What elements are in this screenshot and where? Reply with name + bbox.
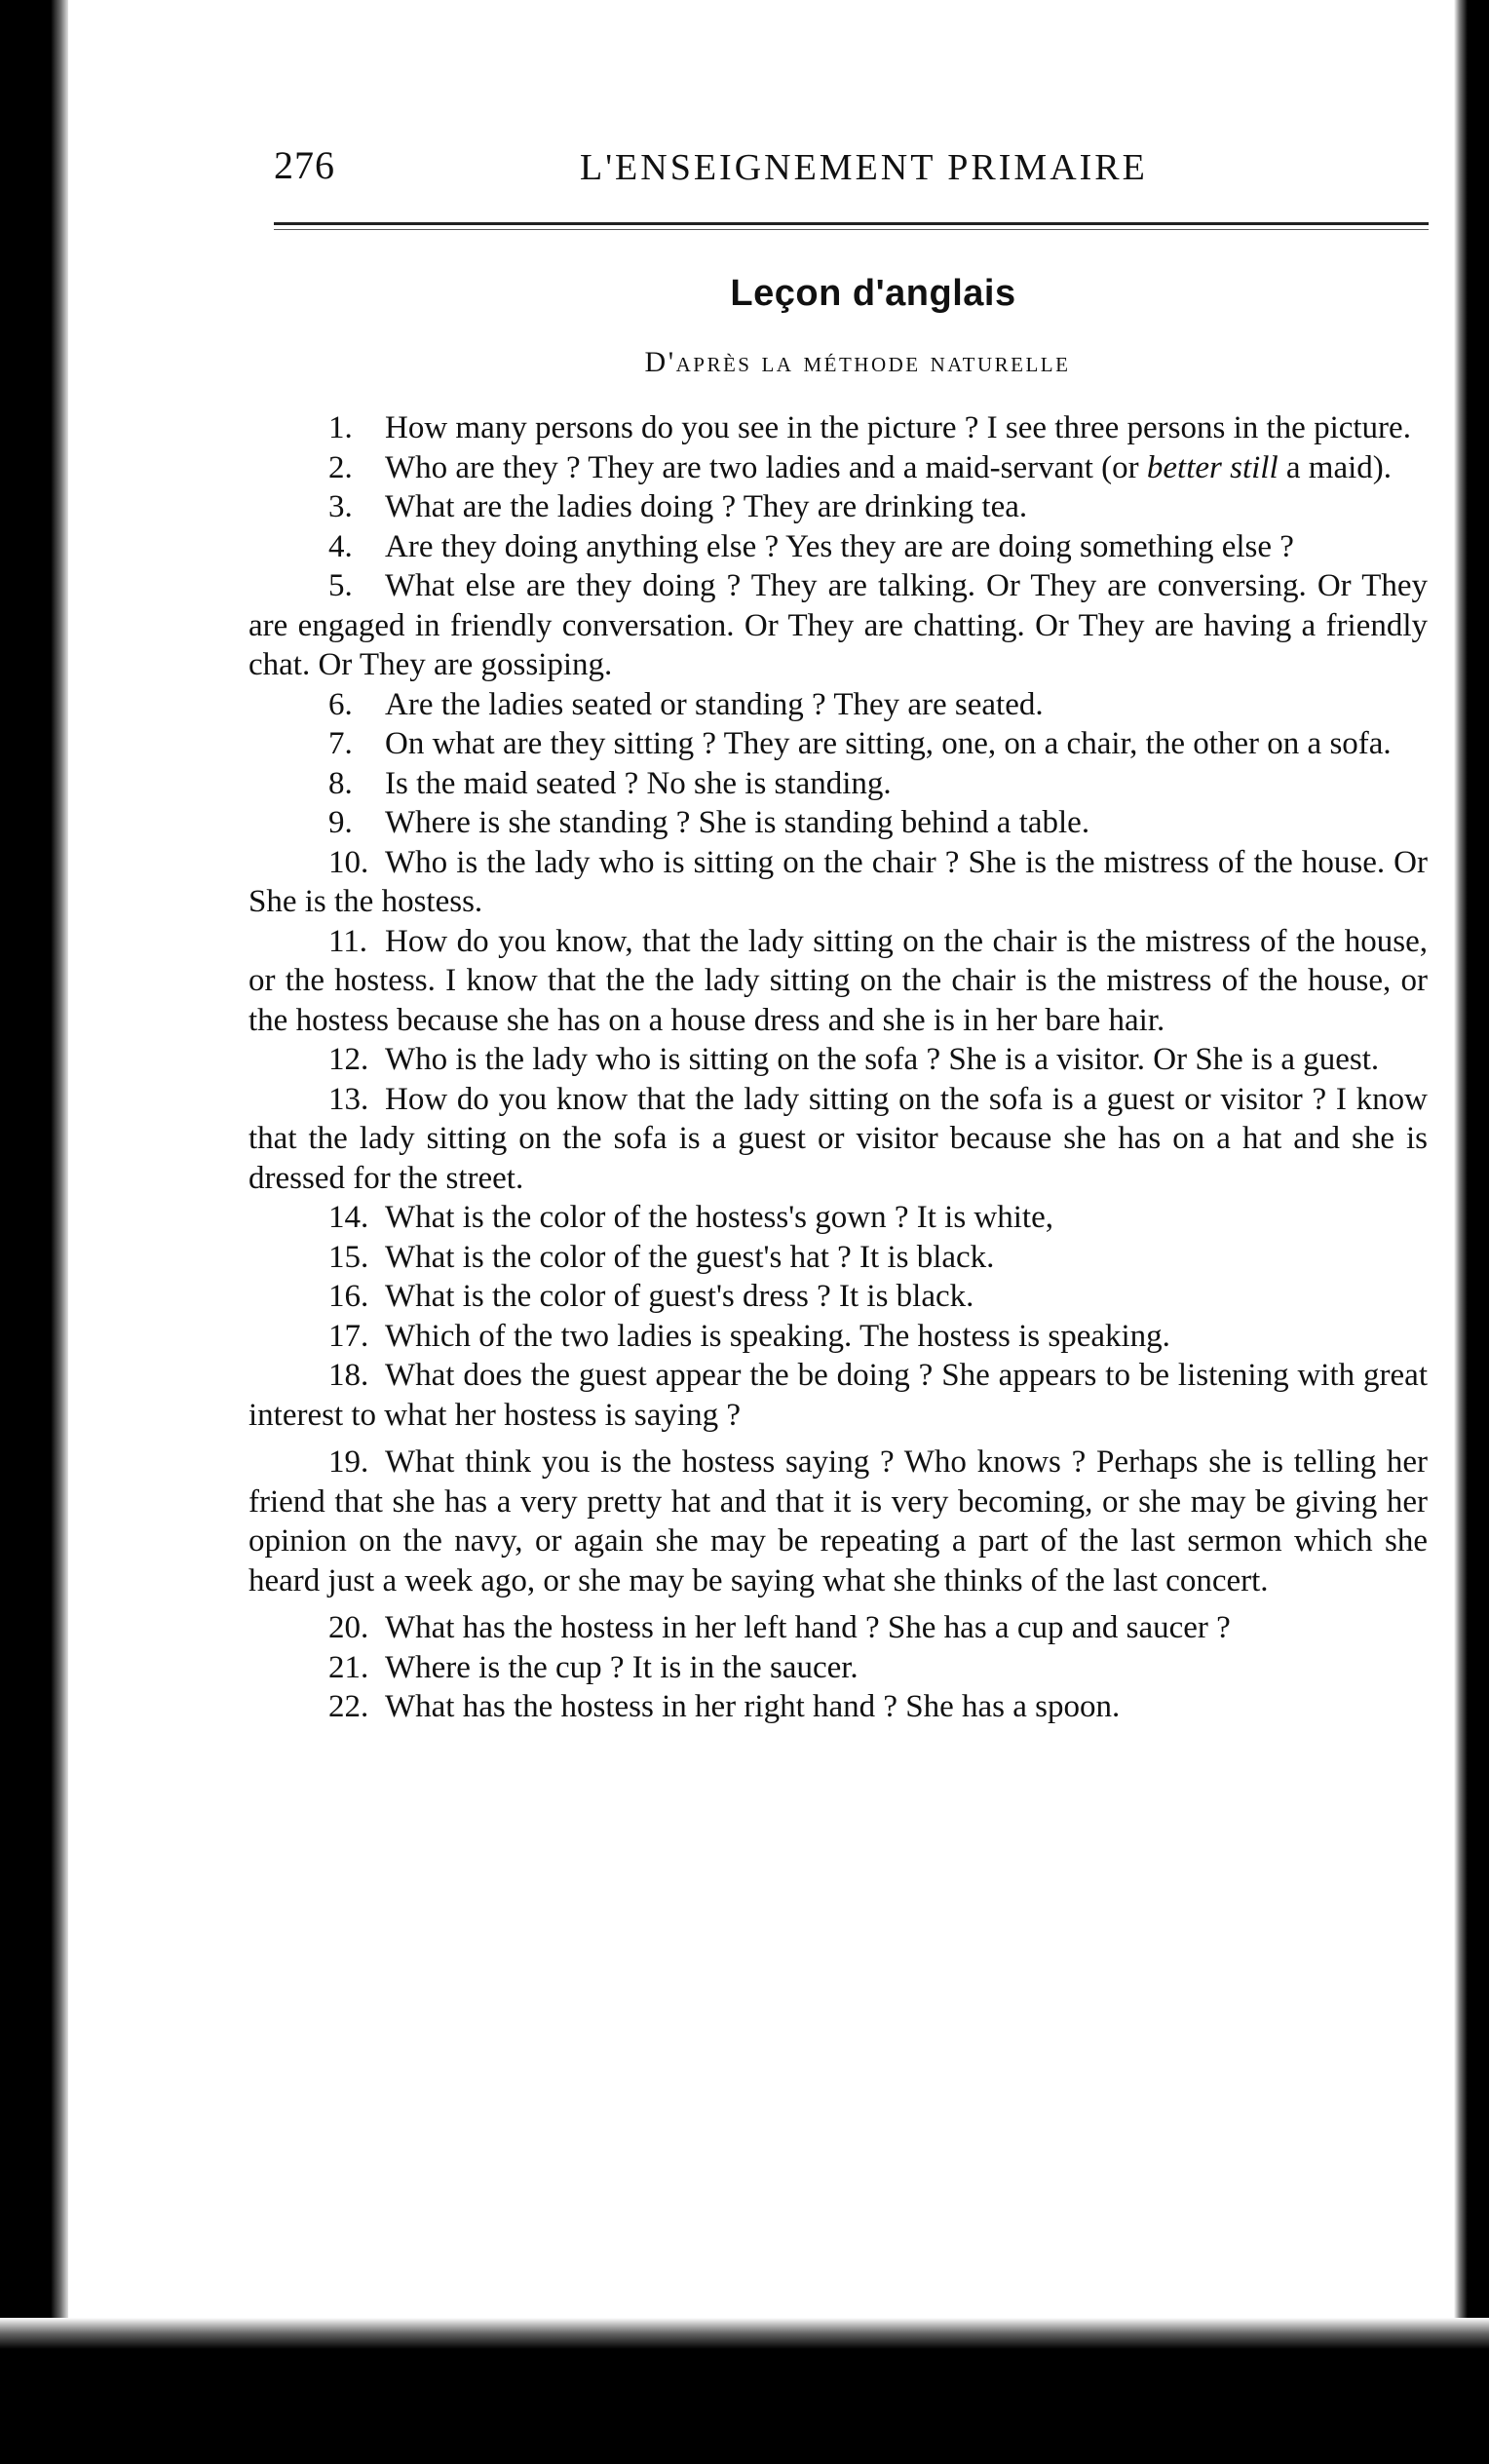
question-number: 10. [328, 844, 369, 880]
question-text: What has the hostess in her left hand ? She has a cup and saucer ? [385, 1610, 1231, 1645]
running-title: L'ENSEIGNEMENT PRIMAIRE [580, 147, 1148, 188]
question-item [248, 448, 1428, 488]
question-emphasis: better still [1146, 449, 1279, 485]
question-item [248, 1608, 1428, 1648]
question-number: 7. [328, 726, 353, 761]
question-text: How do you know, that the lady sitting on the chair is the mistress of the house, or the hostess. I know that the the lady sitting on the chair is the mistress of the house, or the hostess because she has on a house dress and she is in her bare hair. [248, 923, 1428, 1038]
page-number: 276 [274, 143, 335, 187]
question-number: 5. [328, 568, 353, 603]
question-item [248, 566, 1428, 685]
scan-border-right [1454, 0, 1489, 2464]
question-text: What else are they doing ? They are talking. Or They are conversing. Or They are engaged in friendly conversation. Or They are chatting. Or They are having a friendly chat. Or They are gossiping. [248, 568, 1428, 682]
question-number: 9. [328, 805, 353, 840]
question-text: Which of the two ladies is speaking. The hostess is speaking. [385, 1318, 1170, 1354]
question-text: On what are they sitting ? They are sitting, one, on a chair, the other on a sofa. [385, 726, 1392, 761]
running-head [248, 136, 1428, 195]
question-item [248, 527, 1428, 567]
scan-border-bottom [0, 2318, 1489, 2464]
question-number: 8. [328, 765, 353, 801]
question-number: 22. [328, 1689, 369, 1724]
question-text: How many persons do you see in the picture ? I see three persons in the picture. [385, 410, 1411, 445]
question-list [248, 408, 1428, 1727]
question-number: 15. [328, 1239, 369, 1275]
question-item [248, 1238, 1428, 1278]
question-item [248, 922, 1428, 1041]
question-text-continued: a maid). [1278, 449, 1393, 485]
question-number: 19. [328, 1444, 369, 1480]
question-number: 13. [328, 1081, 369, 1117]
question-item [248, 803, 1428, 843]
question-number: 1. [328, 410, 353, 445]
question-item [248, 724, 1428, 764]
question-number: 17. [328, 1318, 369, 1354]
question-item [248, 1080, 1428, 1199]
question-text: What is the color of the hostess's gown ? It is white, [385, 1200, 1053, 1235]
question-text: Is the maid seated ? No she is standing. [385, 765, 892, 801]
question-text: How do you know that the lady sitting on the sofa is a guest or visitor ? I know that the lady sitting on the sofa is a guest or visitor because she has on a hat and she is dressed for the street. [248, 1081, 1428, 1196]
question-number: 21. [328, 1649, 369, 1685]
question-item [248, 487, 1428, 527]
question-text: Who are they ? They are two ladies and a maid-servant (or [385, 449, 1147, 485]
question-number: 2. [328, 449, 353, 485]
question-text: Who is the lady who is sitting on the chair ? She is the mistress of the house. Or She is the hostess. [248, 844, 1428, 919]
question-text: What is the color of the guest's hat ? It is black. [385, 1239, 995, 1275]
question-number: 20. [328, 1610, 369, 1645]
question-text: What does the guest appear the be doing ? She appears to be listening with great interest to what her hostess is saying ? [248, 1358, 1428, 1433]
question-text: What are the ladies doing ? They are drinking tea. [385, 489, 1028, 524]
question-text: What is the color of guest's dress ? It is black. [385, 1279, 974, 1314]
question-item [248, 1317, 1428, 1357]
question-item [248, 1277, 1428, 1317]
question-number: 3. [328, 489, 353, 524]
question-text: What think you is the hostess saying ? Who knows ? Perhaps she is telling her friend that she has a very pretty hat and that it is very becoming, or she may be giving her opinion on the navy, or again she may be repeating a part of the last sermon which she heard just a week ago, or she may be saying what she thinks of the last concert. [248, 1444, 1428, 1598]
question-item [248, 408, 1428, 448]
question-text: Where is the cup ? It is in the saucer. [385, 1649, 859, 1685]
article-subtitle: D'après la méthode naturelle [644, 346, 1071, 378]
question-item [248, 764, 1428, 804]
question-item [248, 843, 1428, 922]
question-item [248, 1040, 1428, 1080]
question-number: 11. [328, 923, 368, 959]
question-number: 4. [328, 528, 353, 564]
question-text: Who is the lady who is sitting on the sofa ? She is a visitor. Or She is a guest. [385, 1042, 1380, 1077]
question-number: 6. [328, 686, 353, 722]
question-item [248, 1198, 1428, 1238]
question-item [248, 1687, 1428, 1727]
question-text: Are they doing anything else ? Yes they are are doing something else ? [385, 528, 1294, 564]
question-item [248, 685, 1428, 725]
scan-border-left [0, 0, 68, 2464]
article-title: Leçon d'anglais [730, 273, 1016, 314]
question-text: Where is she standing ? She is standing behind a table. [385, 805, 1090, 840]
question-item [248, 1648, 1428, 1688]
question-number: 12. [328, 1042, 369, 1077]
question-item [248, 1356, 1428, 1435]
question-number: 18. [328, 1358, 369, 1393]
question-text: What has the hostess in her right hand ? She has a spoon. [385, 1689, 1121, 1724]
question-item [248, 1443, 1428, 1600]
page-content [248, 136, 1428, 1727]
header-rule [274, 222, 1429, 230]
question-number: 14. [328, 1200, 369, 1235]
question-number: 16. [328, 1279, 369, 1314]
question-text: Are the ladies seated or standing ? They are seated. [385, 686, 1044, 722]
